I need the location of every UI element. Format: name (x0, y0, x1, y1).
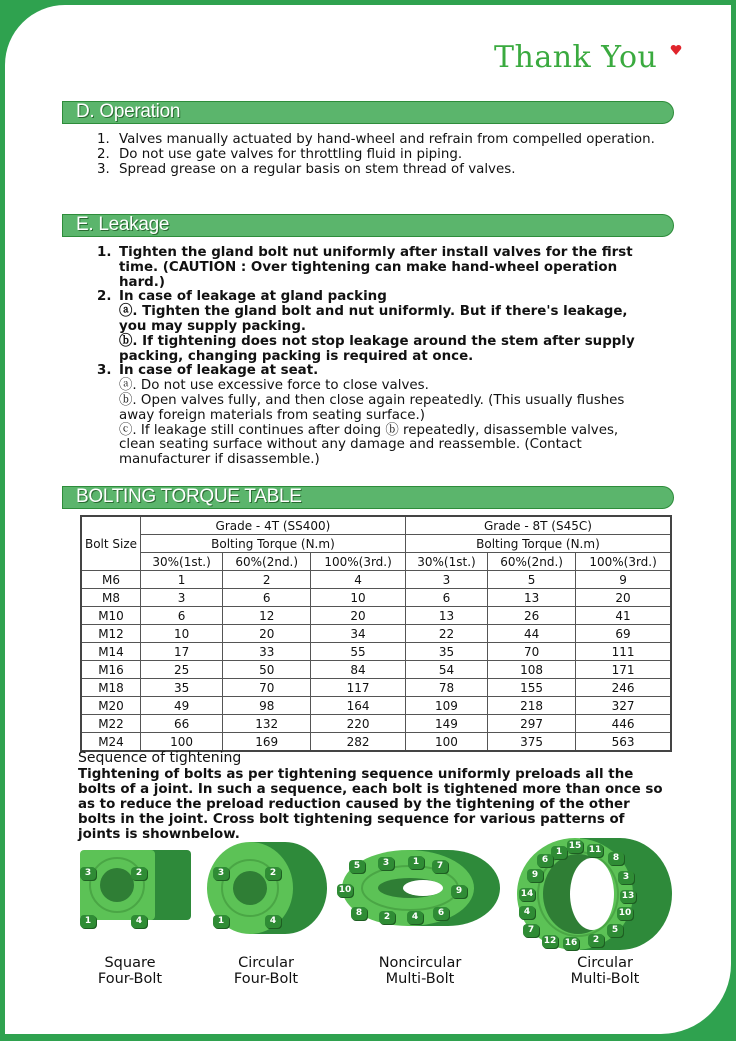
table-row (81, 661, 671, 679)
grade-4t-header: Grade - 4T (SS400) (141, 516, 406, 535)
torque-cell: 132 (223, 715, 311, 733)
section-header-operation: D. Operation (62, 101, 674, 124)
bolt-number-icon: 12 (543, 936, 557, 946)
bolt-size-cell: M22 (81, 715, 141, 733)
torque-cell: 34 (311, 625, 406, 643)
bolt-number-icon: 13 (621, 891, 635, 901)
bolt-number-icon: 10 (618, 908, 632, 918)
bolt-size-cell: M24 (81, 733, 141, 752)
bolt-size-cell: M16 (81, 661, 141, 679)
bolting-torque-table (80, 515, 672, 752)
torque-cell: 12 (223, 607, 311, 625)
bolt-size-cell: M12 (81, 625, 141, 643)
table-row (81, 643, 671, 661)
torque-cell: 1 (141, 571, 223, 589)
bolt-number-icon: 10 (338, 885, 352, 895)
bolt-size-header: Bolt Size (81, 516, 141, 571)
bolt-number-icon: 14 (520, 889, 534, 899)
table-row (81, 607, 671, 625)
torque-cell: 70 (488, 643, 576, 661)
bolt-number-icon: 1 (408, 856, 424, 869)
torque-cell: 164 (311, 697, 406, 715)
torque-cell: 171 (576, 661, 671, 679)
bolt-number-icon: 4 (407, 911, 423, 924)
torque-cell: 297 (488, 715, 576, 733)
torque-cell: 446 (576, 715, 671, 733)
torque-cell: 6 (223, 589, 311, 607)
torque-cell: 20 (311, 607, 406, 625)
bolt-number-icon: 11 (588, 845, 602, 855)
list-item: 1. Tighten the gland bolt nut uniformly after install valves for the first time. (CAUTION : Over tightening can make hand-wheel operation hard.) (97, 245, 633, 290)
sequence-body: Tightening of bolts as per tightening sequence uniformly preloads all the bolts of a joint. In such a sequence, each bolt is tightened more than once so as to reduce the preload reduction caused by the tightening of the other bolts in the joint. Cross bolt tightening sequence for various patterns of joints is shownbelow. (78, 767, 663, 842)
torque-cell: 4 (311, 571, 406, 589)
bolt-number-icon: 2 (131, 867, 147, 880)
bolt-size-cell: M10 (81, 607, 141, 625)
column-header: 100%(3rd.) (576, 553, 671, 571)
torque-cell: 20 (223, 625, 311, 643)
bolt-number-icon: 9 (451, 885, 467, 898)
caption-circular-multi-bolt: Circular Multi-Bolt (570, 955, 640, 987)
bolting-torque-header: Bolting Torque (N.m) (141, 535, 406, 553)
bolt-size-cell: M6 (81, 571, 141, 589)
list-item: 3. Spread grease on a regular basis on stem thread of valves. (97, 161, 516, 177)
torque-cell: 10 (311, 589, 406, 607)
torque-cell: 100 (405, 733, 487, 752)
torque-table-body (81, 571, 671, 752)
torque-cell: 5 (488, 571, 576, 589)
torque-cell: 35 (405, 643, 487, 661)
torque-cell: 2 (223, 571, 311, 589)
grade-8t-header: Grade - 8T (S45C) (405, 516, 671, 535)
torque-cell: 375 (488, 733, 576, 752)
torque-cell: 3 (405, 571, 487, 589)
torque-cell: 55 (311, 643, 406, 661)
torque-cell: 220 (311, 715, 406, 733)
torque-cell: 69 (576, 625, 671, 643)
torque-cell: 35 (141, 679, 223, 697)
table-row (81, 625, 671, 643)
torque-cell: 70 (223, 679, 311, 697)
bolt-number-icon: 3 (378, 857, 394, 870)
sequence-title: Sequence of tightening (78, 750, 242, 766)
torque-cell: 78 (405, 679, 487, 697)
caption-circular-four-bolt: Circular Four-Bolt (233, 955, 299, 987)
torque-cell: 20 (576, 589, 671, 607)
bolting-torque-header: Bolting Torque (N.m) (405, 535, 671, 553)
torque-cell: 98 (223, 697, 311, 715)
torque-cell: 149 (405, 715, 487, 733)
bolt-number-icon: 9 (527, 869, 543, 882)
column-header: 60%(2nd.) (488, 553, 576, 571)
torque-cell: 50 (223, 661, 311, 679)
section-header-torque: BOLTING TORQUE TABLE (62, 486, 674, 509)
bolt-size-cell: M8 (81, 589, 141, 607)
torque-cell: 33 (223, 643, 311, 661)
bolt-number-icon: 15 (568, 841, 582, 851)
bolt-number-icon: 8 (608, 852, 624, 865)
torque-cell: 109 (405, 697, 487, 715)
column-header: 100%(3rd.) (311, 553, 406, 571)
torque-cell: 100 (141, 733, 223, 752)
bolt-number-icon: 7 (523, 924, 539, 937)
heart-icon (670, 44, 682, 56)
bolt-number-icon: 4 (131, 915, 147, 928)
torque-cell: 25 (141, 661, 223, 679)
table-row (81, 679, 671, 697)
torque-cell: 563 (576, 733, 671, 752)
torque-cell: 17 (141, 643, 223, 661)
torque-cell: 169 (223, 733, 311, 752)
torque-cell: 54 (405, 661, 487, 679)
leakage-list (97, 246, 657, 468)
list-item: 3. In case of leakage at seat. ⓐ. Do not use excessive force to close valves. ⓑ. Open valves fully, and then close again repeatedly. (This usually flushes away foreign materials from seating surface.) ⓒ. If leakage still continues after doing ⓑ repeatedly, disassemble valves, clean seating surface without any damage and reassemble. (Contact manufacturer if disassemble.) (97, 363, 625, 468)
table-row (81, 589, 671, 607)
operation-list (97, 133, 657, 177)
section-header-leakage: E. Leakage (62, 214, 674, 237)
bolt-number-icon: 2 (265, 867, 281, 880)
bolt-number-icon: 1 (80, 915, 96, 928)
column-header: 30%(1st.) (141, 553, 223, 571)
table-row (81, 715, 671, 733)
torque-cell: 218 (488, 697, 576, 715)
torque-cell: 22 (405, 625, 487, 643)
bolt-number-icon: 4 (519, 906, 535, 919)
list-item: 2. Do not use gate valves for throttling fluid in piping. (97, 146, 463, 162)
torque-cell: 41 (576, 607, 671, 625)
bolt-size-cell: M14 (81, 643, 141, 661)
torque-cell: 6 (405, 589, 487, 607)
bolt-size-cell: M20 (81, 697, 141, 715)
bolt-number-icon: 3 (80, 867, 96, 880)
bolt-number-icon: 7 (432, 860, 448, 873)
bolt-number-icon: 6 (537, 854, 553, 867)
bolt-number-icon: 3 (213, 867, 229, 880)
bolt-number-icon: 2 (379, 911, 395, 924)
column-header: 30%(1st.) (405, 553, 487, 571)
torque-cell: 26 (488, 607, 576, 625)
torque-cell: 117 (311, 679, 406, 697)
torque-cell: 84 (311, 661, 406, 679)
torque-cell: 6 (141, 607, 223, 625)
torque-cell: 49 (141, 697, 223, 715)
bolt-number-icon: 5 (607, 924, 623, 937)
torque-cell: 13 (488, 589, 576, 607)
torque-cell: 10 (141, 625, 223, 643)
bolt-size-cell: M18 (81, 679, 141, 697)
bolt-number-icon: 1 (213, 915, 229, 928)
torque-cell: 66 (141, 715, 223, 733)
torque-cell: 282 (311, 733, 406, 752)
bolt-number-icon: 16 (564, 938, 578, 948)
thank-you-title: Thank You (494, 40, 658, 75)
caption-square-four-bolt: Square Four-Bolt (97, 955, 163, 987)
bolt-number-icon: 1 (551, 846, 567, 859)
torque-cell: 9 (576, 571, 671, 589)
torque-cell: 3 (141, 589, 223, 607)
table-row (81, 733, 671, 752)
torque-cell: 44 (488, 625, 576, 643)
list-item: 2. In case of leakage at gland packing ⓐ. Tighten the gland bolt and nut uniformly. But if there's leakage, you may supply packing. ⓑ. If tightening does not stop leakage around the stem after supply packing, changing packing is required at once. (97, 289, 635, 364)
bolt-number-icon: 3 (618, 871, 634, 884)
torque-cell: 327 (576, 697, 671, 715)
caption-noncircular-multi-bolt: Noncircular Multi-Bolt (378, 955, 462, 987)
bolt-number-icon: 4 (265, 915, 281, 928)
torque-cell: 246 (576, 679, 671, 697)
table-row (81, 697, 671, 715)
bolt-number-icon: 6 (433, 907, 449, 920)
torque-cell: 155 (488, 679, 576, 697)
torque-cell: 13 (405, 607, 487, 625)
bolt-number-icon: 5 (349, 860, 365, 873)
torque-cell: 108 (488, 661, 576, 679)
bolt-number-icon: 8 (351, 907, 367, 920)
list-item: 1. Valves manually actuated by hand-wheel and refrain from compelled operation. (97, 132, 655, 147)
bolt-number-icon: 2 (588, 934, 604, 947)
table-row (81, 571, 671, 589)
torque-cell: 111 (576, 643, 671, 661)
column-header: 60%(2nd.) (223, 553, 311, 571)
